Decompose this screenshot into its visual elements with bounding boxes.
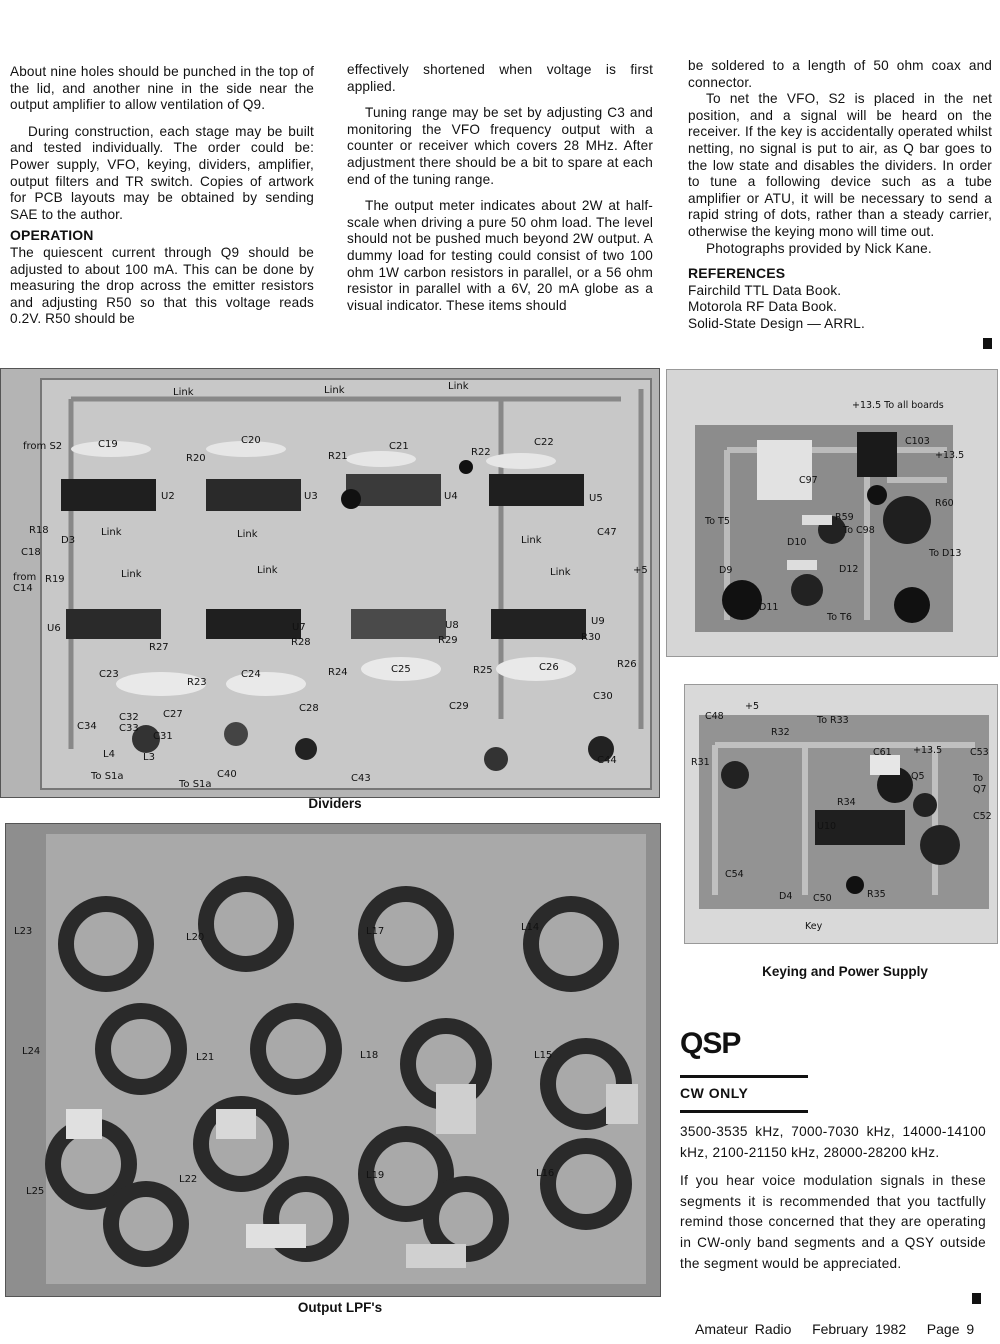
label: To S1a xyxy=(179,779,212,790)
footer-date: February 1982 xyxy=(812,1321,907,1337)
label: C40 xyxy=(217,769,237,780)
label: To S1a xyxy=(91,771,124,782)
label: D12 xyxy=(839,564,859,575)
label: L18 xyxy=(360,1050,379,1061)
label: R25 xyxy=(473,665,493,676)
label: R34 xyxy=(837,797,856,808)
label: C19 xyxy=(98,439,118,450)
label: R19 xyxy=(45,574,65,585)
paragraph-shortened: effectively shortened when voltage is first applied. xyxy=(347,62,653,94)
label: R20 xyxy=(186,453,206,464)
power-supply-photo xyxy=(666,369,998,657)
label: U6 xyxy=(47,623,61,634)
qsp-body xyxy=(680,1122,986,1274)
column-2 xyxy=(347,62,653,314)
label: U9 xyxy=(591,616,605,627)
keying-labels xyxy=(685,685,997,943)
label: Link xyxy=(121,569,142,580)
lpf-caption: Output LPF's xyxy=(297,1300,383,1315)
label: L19 xyxy=(366,1170,385,1181)
label: +13.5 To all boards xyxy=(852,400,944,411)
label: C52 xyxy=(973,811,992,822)
label: C34 xyxy=(77,721,97,732)
label: Q5 xyxy=(911,771,925,782)
label: U8 xyxy=(445,620,459,631)
label: Link xyxy=(101,527,122,538)
reference-item: Solid-State Design — ARRL. xyxy=(688,315,865,331)
label: C21 xyxy=(389,441,409,452)
label: C23 xyxy=(99,669,119,680)
lpf-labels xyxy=(6,824,660,1296)
label: R27 xyxy=(149,642,169,653)
label: Link xyxy=(521,535,542,546)
label: +13.5 xyxy=(935,450,965,461)
label: R21 xyxy=(328,451,348,462)
label: Link xyxy=(448,381,469,392)
paragraph-quiescent: The quiescent current through Q9 should be adjusted to about 100 mA. This can be done by measuring the drop across the emitter resistors and adjusting R50 so that this voltage reads 0.2V. R50 should be xyxy=(10,244,314,327)
label: R23 xyxy=(187,677,207,688)
label: U10 xyxy=(817,821,837,832)
label: C25 xyxy=(391,664,411,675)
paragraph-photo-credit: Photographs provided by Nick Kane. xyxy=(706,240,932,256)
reference-list xyxy=(688,283,992,333)
label: C61 xyxy=(873,747,892,758)
label: C27 xyxy=(163,709,183,720)
label: L25 xyxy=(26,1186,45,1197)
column-3 xyxy=(688,58,992,333)
label: C33 xyxy=(119,723,139,734)
label: L3 xyxy=(143,752,155,763)
label: R32 xyxy=(771,727,790,738)
label: C22 xyxy=(534,437,554,448)
label: R18 xyxy=(29,525,49,536)
label: L21 xyxy=(196,1052,215,1063)
label: C44 xyxy=(597,755,617,766)
label: R30 xyxy=(581,632,601,643)
label: Link xyxy=(237,529,258,540)
label: L4 xyxy=(103,749,115,760)
qsp-title: QSP xyxy=(680,1027,741,1060)
label: C54 xyxy=(725,869,744,880)
footer-page: Page 9 xyxy=(926,1321,975,1337)
label: R26 xyxy=(617,659,637,670)
paragraph-coax: be soldered to a length of 50 ohm coax and connector. xyxy=(688,58,992,90)
label: To T6 xyxy=(827,612,852,623)
label: C20 xyxy=(241,435,261,446)
label: To Q7 xyxy=(973,773,987,795)
dividers-caption: Dividers xyxy=(308,796,362,811)
label: C53 xyxy=(970,747,989,758)
label: U2 xyxy=(161,491,175,502)
label: R29 xyxy=(438,635,458,646)
label: L16 xyxy=(536,1168,555,1179)
label: D10 xyxy=(787,537,807,548)
label: To T5 xyxy=(705,516,730,527)
label: Link xyxy=(324,385,345,396)
qsp-subtitle: CW ONLY xyxy=(680,1085,749,1101)
label: Link xyxy=(550,567,571,578)
label: Link xyxy=(173,387,194,398)
label: C47 xyxy=(597,527,617,538)
label: Link xyxy=(257,565,278,576)
label: D4 xyxy=(779,891,793,902)
footer-magazine: Amateur Radio xyxy=(695,1321,792,1337)
label: L20 xyxy=(186,932,205,943)
label: U5 xyxy=(589,493,603,504)
label: D3 xyxy=(61,535,76,546)
qsp-bands: 3500-3535 kHz, 7000-7030 kHz, 14000-14100 kHz, 2100-21150 kHz, 28000-28200 kHz. xyxy=(680,1124,986,1160)
label: C29 xyxy=(449,701,469,712)
label: C24 xyxy=(241,669,261,680)
label: U3 xyxy=(304,491,318,502)
dividers-photo xyxy=(0,368,660,798)
label: from S2 xyxy=(23,441,63,452)
label: R60 xyxy=(935,498,954,509)
label: C30 xyxy=(593,691,613,702)
power-labels xyxy=(667,370,997,656)
heading-operation: OPERATION xyxy=(10,227,94,244)
label: L14 xyxy=(521,922,540,933)
end-mark-icon xyxy=(983,338,992,349)
paragraph-net-vfo: To net the VFO, S2 is placed in the net position, and a signal will be heard on the receiver. If the key is accidentally operated whilst netting, no signal is put to air, as Q bar goes to the low state and disables the dividers. In order to tune a following device such as a tube amplifier or ATU, it will be necessary to send a rapid string of dots, rather than a steady carrier, otherwise the keying mono will time out. xyxy=(688,91,992,239)
label: from C14 xyxy=(13,572,37,594)
label: R31 xyxy=(691,757,710,768)
qsp-rule-top xyxy=(680,1075,808,1078)
label: U7 xyxy=(292,622,306,633)
column-1 xyxy=(10,64,314,328)
label: C103 xyxy=(905,436,930,447)
qsp-rule-bottom xyxy=(680,1110,808,1113)
label: R22 xyxy=(471,447,491,458)
label: D9 xyxy=(719,565,733,576)
label: +5 xyxy=(633,565,648,576)
label: To C98 xyxy=(843,525,875,536)
paragraph-construction: During construction, each stage may be built and tested individually. The order could be: Power supply, VFO, keying, dividers, amplifier, output filters and TR switch. Copies of artwork for PCB layouts may be obtained by sending SAE to the author. xyxy=(10,123,314,222)
label: R59 xyxy=(835,512,854,523)
qsp-end-mark-icon xyxy=(972,1293,981,1304)
label: C48 xyxy=(705,711,724,722)
paragraph-output-meter: The output meter indicates about 2W at half-scale when driving a pure 50 ohm load. The level should not be pushed much beyond 2W output. A dummy load for testing could consist of two 100 ohm 1W carbon resistors in parallel, or a 56 ohm resistor in parallel with a 6V, 20 mA globe as a visual indicator. These items should xyxy=(347,198,653,313)
output-lpf-photo xyxy=(5,823,661,1297)
label: R28 xyxy=(291,637,311,648)
label: +13.5 xyxy=(913,745,943,756)
qsp-paragraph: If you hear voice modulation signals in these segments it is recommended that you tactfully remind those concerned that they are operating in CW-only band segments and a QSY outside the segment would be appreciated. xyxy=(680,1173,986,1271)
reference-item: Fairchild TTL Data Book. xyxy=(688,282,842,298)
label: R24 xyxy=(328,667,348,678)
label: C50 xyxy=(813,893,832,904)
label: Key xyxy=(805,921,823,932)
label: U4 xyxy=(444,491,458,502)
label: To D13 xyxy=(929,548,962,559)
paragraph-ventilation: About nine holes should be punched in the top of the lid, and another nine in the side near the output amplifier to allow ventilation of Q9. xyxy=(10,64,314,113)
reference-item: Motorola RF Data Book. xyxy=(688,299,838,315)
label: C28 xyxy=(299,703,319,714)
label: L24 xyxy=(22,1046,41,1057)
keying-photo xyxy=(684,684,998,944)
paragraph-tuning: Tuning range may be set by adjusting C3 and monitoring the VFO frequency output with a counter or receiver which covers 28 MHz. After adjustment there should be a bit to spare at each end of the tuning range. xyxy=(347,105,653,187)
label: R35 xyxy=(867,889,886,900)
label: C26 xyxy=(539,662,559,673)
label: L23 xyxy=(14,926,33,937)
label: +5 xyxy=(745,701,760,712)
label: To R33 xyxy=(817,715,849,726)
label: C31 xyxy=(153,731,173,742)
page-footer xyxy=(695,1321,974,1337)
dividers-labels xyxy=(1,369,659,797)
keying-caption: Keying and Power Supply xyxy=(762,964,928,979)
label: C32 xyxy=(119,712,139,723)
label: L15 xyxy=(534,1050,553,1061)
label: C18 xyxy=(21,547,41,558)
label: L22 xyxy=(179,1174,198,1185)
heading-references: REFERENCES xyxy=(688,265,786,282)
label: L17 xyxy=(366,926,385,937)
label: D11 xyxy=(759,602,779,613)
label: C43 xyxy=(351,773,371,784)
label: C97 xyxy=(799,475,818,486)
